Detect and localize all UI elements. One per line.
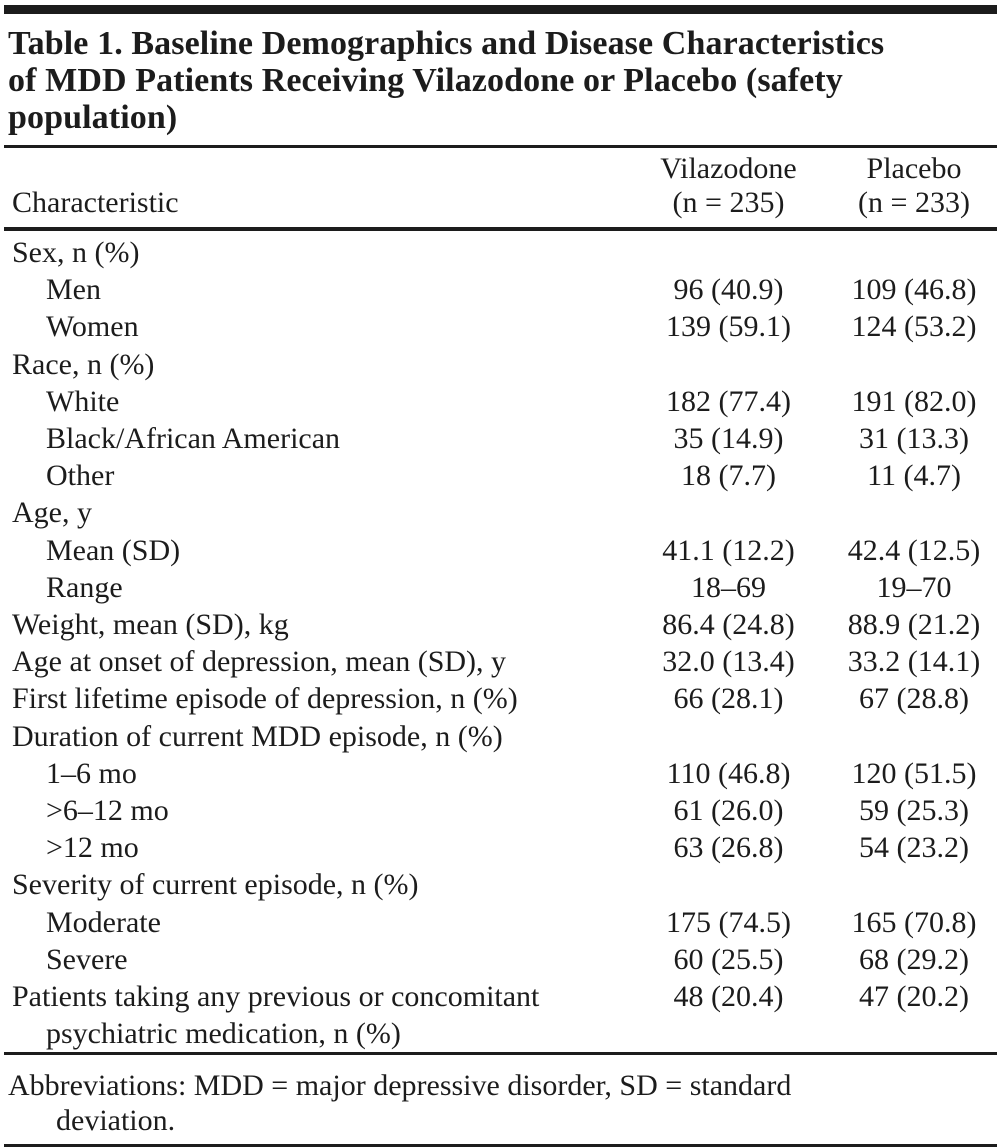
placebo-value: 47 (20.2) xyxy=(859,980,969,1014)
vilazodone-value xyxy=(626,229,831,271)
row-label: Weight, mean (SD), kg xyxy=(12,608,289,642)
table-body xyxy=(4,229,997,1054)
vilazodone-value: 60 (25.5) xyxy=(673,942,784,976)
vilazodone-value: 139 (59.1) xyxy=(666,310,791,344)
vilazodone-value xyxy=(626,866,831,903)
row-label: Age, y xyxy=(12,496,92,530)
placebo-value: 109 (46.8) xyxy=(851,273,977,307)
table-row xyxy=(4,606,997,643)
table-row xyxy=(4,904,997,941)
table-row xyxy=(4,680,997,717)
table-row xyxy=(4,457,997,494)
vilazodone-value: 35 (14.9) xyxy=(673,422,784,456)
row-label: Black/African American xyxy=(46,422,341,456)
vilazodone-value xyxy=(626,346,831,383)
table-row xyxy=(4,941,997,978)
placebo-value: 191 (82.0) xyxy=(851,384,977,418)
vilazodone-value: 48 (20.4) xyxy=(673,980,784,1014)
table-row xyxy=(4,308,997,345)
table-row xyxy=(4,978,997,1054)
placebo-value xyxy=(831,866,997,903)
vilazodone-value: 96 (40.9) xyxy=(673,273,784,307)
placebo-value: 120 (51.5) xyxy=(851,756,977,790)
table-title xyxy=(8,25,993,136)
placebo-value xyxy=(831,346,997,383)
vilazodone-value: 41.1 (12.2) xyxy=(662,533,795,567)
placebo-value: 67 (28.8) xyxy=(859,682,969,716)
vilazodone-value: 63 (26.8) xyxy=(673,831,784,865)
top-bar-rule xyxy=(4,5,997,14)
placebo-column-header xyxy=(831,148,997,229)
vilazodone-value: 110 (46.8) xyxy=(666,756,791,790)
table-row xyxy=(4,532,997,569)
table-row xyxy=(4,718,997,755)
vilazodone-value: 61 (26.0) xyxy=(673,794,784,828)
table-row xyxy=(4,569,997,606)
row-label: Race, n (%) xyxy=(12,347,155,381)
table-row xyxy=(4,271,997,308)
table-row xyxy=(4,420,997,457)
vilazodone-value: 86.4 (24.8) xyxy=(662,608,795,642)
characteristic-column-header: Characteristic xyxy=(4,148,626,229)
footnote-line-2: deviation. xyxy=(56,1104,176,1138)
row-label: Women xyxy=(46,310,139,344)
row-label: Severity of current episode, n (%) xyxy=(12,868,419,902)
row-label: 1–6 mo xyxy=(46,756,137,790)
row-label: First lifetime episode of depression, n (%) xyxy=(12,682,518,716)
vilazodone-value: 18–69 xyxy=(691,570,766,604)
table-row xyxy=(4,383,997,420)
table-row xyxy=(4,494,997,531)
placebo-column-n: (n = 233) xyxy=(858,186,970,219)
placebo-value: 68 (29.2) xyxy=(859,942,969,976)
demographics-table xyxy=(4,148,997,1055)
placebo-column-name: Placebo xyxy=(866,152,962,185)
table-row xyxy=(4,755,997,792)
placebo-value: 42.4 (12.5) xyxy=(847,533,981,567)
table-row xyxy=(4,792,997,829)
placebo-value: 33.2 (14.1) xyxy=(847,645,981,679)
vilazodone-value: 182 (77.4) xyxy=(666,384,791,418)
row-label: Moderate xyxy=(46,905,161,939)
row-label: White xyxy=(46,384,120,418)
table-row xyxy=(4,866,997,903)
placebo-value: 165 (70.8) xyxy=(851,905,977,939)
placebo-value xyxy=(831,229,997,271)
vilazodone-value xyxy=(626,494,831,531)
row-label: Range xyxy=(46,570,123,604)
vilazodone-value: 175 (74.5) xyxy=(666,905,791,939)
table-row xyxy=(4,643,997,680)
footnote-line-1: Abbreviations: MDD = major depressive disorder, SD = standard xyxy=(8,1069,792,1103)
placebo-value xyxy=(831,718,997,755)
row-label: Mean (SD) xyxy=(46,533,181,567)
row-label: Severe xyxy=(46,942,128,976)
table-row xyxy=(4,346,997,383)
row-label: Other xyxy=(46,459,115,493)
vilazodone-column-name: Vilazodone xyxy=(660,152,797,185)
row-label: Men xyxy=(46,273,101,307)
row-label: Patients taking any previous or concomitant psychiatric medication, n (%) xyxy=(12,980,540,1051)
placebo-value: 11 (4.7) xyxy=(867,459,961,493)
table-title-line-2: of MDD Patients Receiving Vilazodone or Placebo (safety xyxy=(8,62,843,99)
table-title-line-1: Table 1. Baseline Demographics and Disease Characteristics xyxy=(8,25,885,62)
placebo-value xyxy=(831,494,997,531)
vilazodone-value: 66 (28.1) xyxy=(673,682,784,716)
table-row xyxy=(4,229,997,271)
placebo-value: 124 (53.2) xyxy=(851,310,977,344)
row-label: Sex, n (%) xyxy=(12,236,140,269)
table-row xyxy=(4,829,997,866)
vilazodone-value: 18 (7.7) xyxy=(681,459,776,493)
placebo-value: 88.9 (21.2) xyxy=(847,608,981,642)
vilazodone-column-header xyxy=(626,148,831,229)
placebo-value: 54 (23.2) xyxy=(859,831,969,865)
placebo-value: 59 (25.3) xyxy=(859,794,969,828)
row-label: Age at onset of depression, mean (SD), y xyxy=(12,645,507,679)
vilazodone-value: 32.0 (13.4) xyxy=(662,645,795,679)
header-row xyxy=(4,148,997,229)
placebo-value: 31 (13.3) xyxy=(859,422,969,456)
vilazodone-column-n: (n = 235) xyxy=(672,186,785,219)
table-header xyxy=(4,148,997,229)
row-label: Duration of current MDD episode, n (%) xyxy=(12,719,503,753)
row-label: >6–12 mo xyxy=(46,794,169,828)
bottom-rule xyxy=(4,1144,997,1147)
table-title-line-3: population) xyxy=(8,99,178,136)
placebo-value: 19–70 xyxy=(876,570,952,604)
row-label: >12 mo xyxy=(46,831,139,865)
vilazodone-value xyxy=(626,718,831,755)
table-footnote xyxy=(8,1068,993,1138)
